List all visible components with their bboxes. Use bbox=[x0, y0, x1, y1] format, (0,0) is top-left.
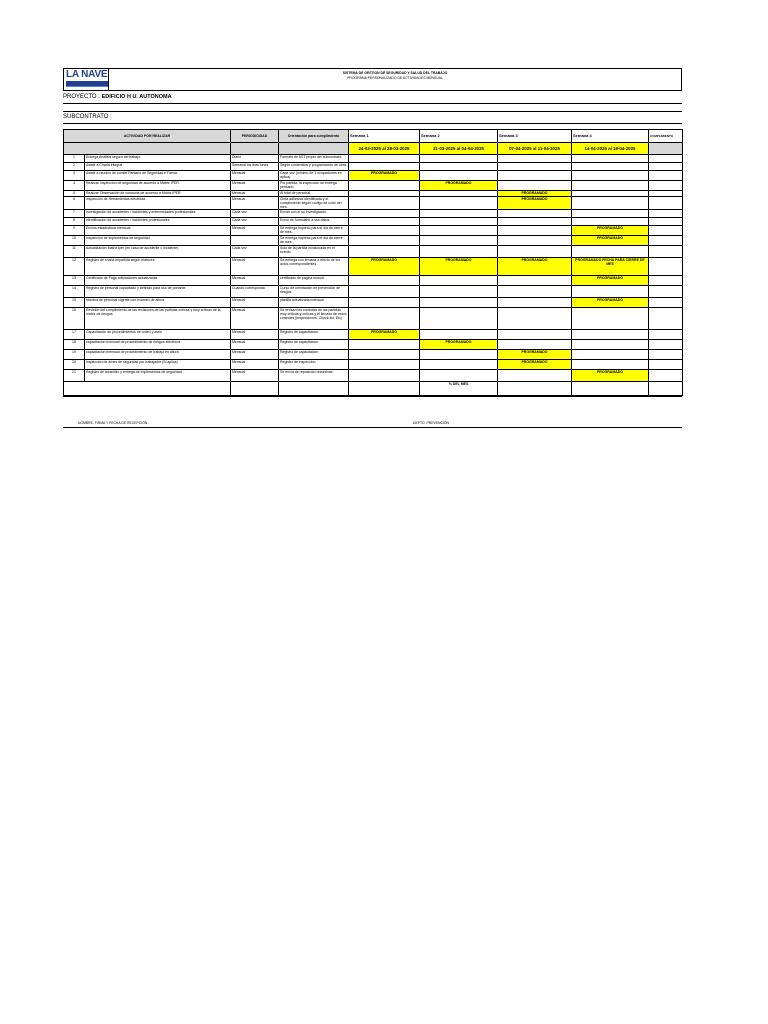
activity-cell: Registro de personal capacitado y definido para uso de portante. bbox=[85, 286, 231, 298]
activity-cell: Inspección de implementos de seguridad bbox=[85, 236, 231, 246]
week3-cell: PROGRAMADO bbox=[498, 258, 572, 276]
project-value: EDIFICIO H U. AUTONOMA bbox=[101, 94, 172, 100]
week2-cell bbox=[420, 360, 498, 370]
activity-cell: capacitacion mensual de procedimiento de riesgos eléctricos bbox=[85, 340, 231, 350]
periodicity-cell: Mensual bbox=[231, 340, 279, 350]
week3-cell bbox=[498, 286, 572, 298]
week1-cell bbox=[349, 308, 420, 330]
column-header-row bbox=[64, 130, 683, 143]
logo-underline bbox=[66, 86, 108, 87]
periodicity-cell: Mensual bbox=[231, 181, 279, 191]
week1-cell bbox=[349, 163, 420, 171]
orientation-cell: Registro de inspeccion bbox=[279, 360, 349, 370]
row-number: 11 bbox=[64, 246, 85, 258]
week2-cell bbox=[420, 197, 498, 210]
week4-cell bbox=[572, 181, 649, 191]
week1-cell bbox=[349, 236, 420, 246]
compliance-cell bbox=[649, 308, 683, 330]
week2-cell bbox=[420, 163, 498, 171]
week4-cell: PROGRAMADO bbox=[572, 298, 649, 308]
week3-cell bbox=[498, 218, 572, 226]
periodicity-cell bbox=[231, 236, 279, 246]
week2-cell: PROGRAMADO bbox=[420, 258, 498, 276]
compliance-cell bbox=[649, 226, 683, 236]
week2-cell bbox=[420, 370, 498, 382]
sheet-header bbox=[63, 68, 682, 90]
week3-cell bbox=[498, 330, 572, 340]
row-number: 6 bbox=[64, 197, 85, 210]
row-number: 5 bbox=[64, 191, 85, 197]
compliance-cell bbox=[649, 236, 683, 246]
subcontract-label: SUBCONTRATO : bbox=[63, 114, 112, 120]
orientation-cell: Formato de AST propio del subcontrato. bbox=[279, 155, 349, 163]
row-number: 14 bbox=[64, 286, 85, 298]
week3-cell bbox=[498, 226, 572, 236]
percent-blank bbox=[231, 382, 279, 396]
orientation-cell: Por partida, la inspección se entrega pensado. bbox=[279, 181, 349, 191]
orientation-cell: Registro de capacitacion bbox=[279, 350, 349, 360]
compliance-cell bbox=[649, 258, 683, 276]
row-number: 15 bbox=[64, 298, 85, 308]
compliance-cell bbox=[649, 298, 683, 308]
orientation-cell: planilla actualizada mensual bbox=[279, 298, 349, 308]
week4-cell bbox=[572, 330, 649, 340]
periodicity-cell: Cada vez bbox=[231, 246, 279, 258]
col-orientation: Orientación para cumplimiento bbox=[279, 130, 349, 143]
orientation-cell: Se entrega impreso para el día de cierre de mes. bbox=[279, 236, 349, 246]
week2-dates: 31-03-2025 al 04-04-2025 bbox=[420, 143, 498, 155]
week3-cell: PROGRAMADO bbox=[498, 197, 572, 210]
activity-cell: inspección de arnes de seguridad por trabajador (Si aplica) bbox=[85, 360, 231, 370]
periodicity-cell: Mensual bbox=[231, 171, 279, 181]
row-number: 9 bbox=[64, 226, 85, 236]
row-number: 8 bbox=[64, 218, 85, 226]
compliance-cell bbox=[649, 350, 683, 360]
week4-cell bbox=[572, 210, 649, 218]
week4-cell: PROGRAMADO bbox=[572, 226, 649, 236]
col-periodicity: PERIODICIDAD bbox=[231, 130, 279, 143]
row-number: 17 bbox=[64, 330, 85, 340]
week4-cell bbox=[572, 360, 649, 370]
row-number: 16 bbox=[64, 308, 85, 330]
reception-signature-label: NOMBRE, FIRMA Y FECHA DE RECEPCIÓN bbox=[78, 421, 148, 425]
row-number: 20 bbox=[64, 360, 85, 370]
dates-blank bbox=[231, 143, 279, 155]
week1-cell: PROGRAMADO bbox=[349, 258, 420, 276]
table-row bbox=[64, 210, 683, 218]
dates-blank bbox=[649, 143, 683, 155]
compliance-cell bbox=[649, 276, 683, 286]
orientation-cell: Cada vez (mínimo de 3 ocupaciones en aplica) bbox=[279, 171, 349, 181]
orientation-cell: Se entrega con firmada a efecto de los actos correspondientes bbox=[279, 258, 349, 276]
row-number: 1 bbox=[64, 155, 85, 163]
week1-cell bbox=[349, 360, 420, 370]
project-label: PROYECTO : bbox=[63, 94, 100, 100]
orientation-cell: Curso de orientación en prevención de riesgos. bbox=[279, 286, 349, 298]
compliance-cell bbox=[649, 171, 683, 181]
orientation-cell: Se envía de reposición recursivas bbox=[279, 370, 349, 382]
table-row bbox=[64, 350, 683, 360]
percent-blank bbox=[349, 382, 420, 396]
header-title: SISTEMA DE GESTION DE SEGURIDAD Y SALUD DEL TRABAJO bbox=[342, 71, 448, 75]
compliance-cell bbox=[649, 155, 683, 163]
spacer bbox=[63, 104, 682, 111]
periodicity-cell: Mensual bbox=[231, 308, 279, 330]
periodicity-cell: Mensual bbox=[231, 226, 279, 236]
week2-cell bbox=[420, 218, 498, 226]
percent-blank bbox=[279, 382, 349, 396]
orientation-cell: Registro de capacitacion bbox=[279, 340, 349, 350]
week1-cell bbox=[349, 246, 420, 258]
week2-cell bbox=[420, 286, 498, 298]
week4-cell: PROGRAMADO FECHA PARA CIERRE DE MES bbox=[572, 258, 649, 276]
week4-cell bbox=[572, 308, 649, 330]
week1-cell bbox=[349, 370, 420, 382]
compliance-cell bbox=[649, 218, 683, 226]
week3-cell bbox=[498, 298, 572, 308]
week1-cell: PROGRAMADO bbox=[349, 171, 420, 181]
compliance-cell bbox=[649, 340, 683, 350]
week1-cell bbox=[349, 286, 420, 298]
week1-cell bbox=[349, 298, 420, 308]
percent-of-month-label: % DEL MES bbox=[420, 382, 498, 396]
orientation-cell: Solo de la partida involucrada en el evento. bbox=[279, 246, 349, 258]
week4-cell bbox=[572, 218, 649, 226]
header-subtitle: PROGRAMA PERSONALIZADO DE ACTIVIDADES MENSUAL bbox=[347, 76, 443, 80]
orientation-cell: Registro de capacitacion bbox=[279, 330, 349, 340]
activity-cell: Capacitación de procedimientos de orden y aseo bbox=[85, 330, 231, 340]
week3-cell: PROGRAMADO bbox=[498, 191, 572, 197]
orientation-cell: Según contenidos y programación de obra. bbox=[279, 163, 349, 171]
activity-cell: Investigación de accidentes / incidentes y enfermedades profesionales bbox=[85, 210, 231, 218]
activity-cell: Realizar Observación de conducta de acuerdo a Matriz IPER. bbox=[85, 191, 231, 197]
week4-cell: PROGRAMADO bbox=[572, 236, 649, 246]
week1-cell bbox=[349, 218, 420, 226]
periodicity-cell: Mensual bbox=[231, 370, 279, 382]
periodicity-cell: Diario bbox=[231, 155, 279, 163]
compliance-cell bbox=[649, 197, 683, 210]
activity-cell: Registro de recambio y entrega de implementos de seguridad bbox=[85, 370, 231, 382]
orientation-cell: Se revisan los controles de las partidas muy críticas y críticas y el llenado de estos controles (Inspecciones, Check list, Etc) bbox=[279, 308, 349, 330]
compliance-cell bbox=[649, 286, 683, 298]
project-row bbox=[63, 90, 682, 104]
week3-cell bbox=[498, 370, 572, 382]
compliance-cell bbox=[649, 210, 683, 218]
table-row bbox=[64, 286, 683, 298]
week2-cell bbox=[420, 350, 498, 360]
row-number: 10 bbox=[64, 236, 85, 246]
table-row bbox=[64, 330, 683, 340]
percent-blank bbox=[649, 382, 683, 396]
week2-cell bbox=[420, 330, 498, 340]
periodicity-cell: Mensual bbox=[231, 276, 279, 286]
periodicity-cell: Mensual bbox=[231, 197, 279, 210]
table-row bbox=[64, 218, 683, 226]
periodicity-cell: Mensual bbox=[231, 330, 279, 340]
week2-cell bbox=[420, 171, 498, 181]
week4-cell: PROGRAMADO bbox=[572, 370, 649, 382]
week3-cell bbox=[498, 181, 572, 191]
table-row bbox=[64, 197, 683, 210]
week2-cell bbox=[420, 226, 498, 236]
week4-cell bbox=[572, 155, 649, 163]
week2-cell bbox=[420, 298, 498, 308]
row-number: 3 bbox=[64, 171, 85, 181]
percent-blank bbox=[498, 382, 572, 396]
activity-cell: Inspección de Herramientas eléctricas bbox=[85, 197, 231, 210]
row-number: 13 bbox=[64, 276, 85, 286]
row-number: 4 bbox=[64, 181, 85, 191]
col-week1: Semana 1 bbox=[349, 130, 420, 143]
week1-cell: PROGRAMADO bbox=[349, 330, 420, 340]
orientation-cell: Envío de formulario a sus datos. bbox=[279, 218, 349, 226]
compliance-cell bbox=[649, 163, 683, 171]
activity-cell: Asistir a reunión de comité Paritario de Seguridad e Faena. bbox=[85, 171, 231, 181]
week2-cell: PROGRAMADO bbox=[420, 340, 498, 350]
activity-cell: Registro de charla impartida según matrices bbox=[85, 258, 231, 276]
percent-blank bbox=[64, 382, 231, 396]
activity-cell: capacitacion mensual de procedimiento de trabajo en altura bbox=[85, 350, 231, 360]
activity-cell: Identificación de accidentes / incidentes profesionales bbox=[85, 218, 231, 226]
week3-cell bbox=[498, 155, 572, 163]
week2-cell bbox=[420, 155, 498, 163]
table-row bbox=[64, 340, 683, 350]
table-row bbox=[64, 246, 683, 258]
table-row bbox=[64, 171, 683, 181]
week3-cell bbox=[498, 276, 572, 286]
subcontract-row bbox=[63, 111, 682, 124]
activity-cell: Actualización Matriz Iper (en caso de accidente o incidente) bbox=[85, 246, 231, 258]
week4-dates: 14-04-2025 al 18-04-2025 bbox=[572, 143, 649, 155]
company-logo bbox=[64, 69, 108, 89]
periodicity-cell: Cada vez bbox=[231, 210, 279, 218]
activity-cell: Asistir a Charla integral bbox=[85, 163, 231, 171]
spreadsheet-sheet bbox=[63, 68, 682, 428]
week4-cell bbox=[572, 286, 649, 298]
compliance-cell bbox=[649, 370, 683, 382]
col-week4: Semana 4 bbox=[572, 130, 649, 143]
dates-blank bbox=[279, 143, 349, 155]
prevention-dept-label: DEPTO. PREVENCIÓN bbox=[413, 421, 449, 425]
week1-cell bbox=[349, 276, 420, 286]
week1-cell bbox=[349, 210, 420, 218]
week3-cell bbox=[498, 171, 572, 181]
orientation-cell: certificado de pagina mutual bbox=[279, 276, 349, 286]
week2-cell bbox=[420, 210, 498, 218]
week3-cell: PROGRAMADO bbox=[498, 350, 572, 360]
periodicity-cell: Mensual bbox=[231, 360, 279, 370]
percent-blank bbox=[572, 382, 649, 396]
row-number: 12 bbox=[64, 258, 85, 276]
compliance-cell bbox=[649, 181, 683, 191]
compliance-cell bbox=[649, 330, 683, 340]
table-row bbox=[64, 360, 683, 370]
week3-cell bbox=[498, 340, 572, 350]
table-row bbox=[64, 226, 683, 236]
week4-cell bbox=[572, 171, 649, 181]
col-week3: Semana 3 bbox=[498, 130, 572, 143]
orientation-cell: Enviar con el su investigación. bbox=[279, 210, 349, 218]
week3-cell bbox=[498, 163, 572, 171]
week1-cell bbox=[349, 155, 420, 163]
week3-cell bbox=[498, 246, 572, 258]
logo-text: LA NAVE bbox=[66, 69, 108, 80]
week4-cell bbox=[572, 246, 649, 258]
row-number: 19 bbox=[64, 350, 85, 360]
week1-cell bbox=[349, 226, 420, 236]
signature-footer bbox=[63, 396, 682, 428]
table-row bbox=[64, 236, 683, 246]
week3-cell bbox=[498, 210, 572, 218]
week2-cell bbox=[420, 236, 498, 246]
week2-cell: PROGRAMADO bbox=[420, 181, 498, 191]
periodicity-cell: Mensual bbox=[231, 258, 279, 276]
table-row bbox=[64, 370, 683, 382]
week4-cell bbox=[572, 350, 649, 360]
percent-row bbox=[64, 382, 683, 396]
week2-cell bbox=[420, 246, 498, 258]
activity-cell: Entrega Análisis seguro del trabajo. bbox=[85, 155, 231, 163]
activity-cell: Revisión del cumplimiento de las revisiones de las partidas críticas y muy críticas de la matriz de riesgos bbox=[85, 308, 231, 330]
table-row bbox=[64, 276, 683, 286]
table-row bbox=[64, 298, 683, 308]
activity-cell: Nómina de personal vigente con examen de altura bbox=[85, 298, 231, 308]
orientation-cell: Cinta adhesiva identificada y el cumplimiento según código de color del mes. bbox=[279, 197, 349, 210]
orientation-cell: Al total de personal. bbox=[279, 191, 349, 197]
col-compliance: CUMPLIMIENTO bbox=[649, 130, 683, 143]
week3-dates: 07-04-2025 al 11-04-2025 bbox=[498, 143, 572, 155]
week4-cell bbox=[572, 197, 649, 210]
compliance-cell bbox=[649, 360, 683, 370]
week1-cell bbox=[349, 350, 420, 360]
activity-cell: Certificado de Pago cotizaciones actualizadas bbox=[85, 276, 231, 286]
table-row bbox=[64, 308, 683, 330]
periodicity-cell: Mensual bbox=[231, 191, 279, 197]
table-row bbox=[64, 155, 683, 163]
col-week2: Semana 2 bbox=[420, 130, 498, 143]
week4-cell bbox=[572, 340, 649, 350]
row-number: 21 bbox=[64, 370, 85, 382]
activity-cell: Realizar Inspección de seguridad de acuerdo a Matriz IPER. bbox=[85, 181, 231, 191]
table-row bbox=[64, 181, 683, 191]
activity-cell: Envíos estadísticos mensual bbox=[85, 226, 231, 236]
week3-cell bbox=[498, 308, 572, 330]
activities-table bbox=[63, 129, 683, 396]
compliance-cell bbox=[649, 246, 683, 258]
periodicity-cell: Cada vez bbox=[231, 218, 279, 226]
week2-cell bbox=[420, 308, 498, 330]
dates-row bbox=[64, 143, 683, 155]
col-activity: ACTIVIDAD POR REALIZAR bbox=[64, 130, 231, 143]
row-number: 2 bbox=[64, 163, 85, 171]
week1-cell bbox=[349, 197, 420, 210]
row-number: 7 bbox=[64, 210, 85, 218]
week3-cell: PROGRAMADO bbox=[498, 360, 572, 370]
table-row bbox=[64, 258, 683, 276]
row-number: 18 bbox=[64, 340, 85, 350]
week1-dates: 24-03-2025 al 28-03-2025 bbox=[349, 143, 420, 155]
week1-cell bbox=[349, 181, 420, 191]
periodicity-cell: Semanal los días lunes bbox=[231, 163, 279, 171]
periodicity-cell: Mensual bbox=[231, 350, 279, 360]
orientation-cell: Se entrega impreso para el día de cierre de mes. bbox=[279, 226, 349, 236]
week1-cell bbox=[349, 340, 420, 350]
table-row bbox=[64, 163, 683, 171]
week4-cell: PROGRAMADO bbox=[572, 276, 649, 286]
periodicity-cell: Mensual bbox=[231, 298, 279, 308]
week3-cell bbox=[498, 236, 572, 246]
dates-blank bbox=[64, 143, 231, 155]
week4-cell bbox=[572, 163, 649, 171]
week2-cell bbox=[420, 276, 498, 286]
periodicity-cell: Cuando corresponda bbox=[231, 286, 279, 298]
